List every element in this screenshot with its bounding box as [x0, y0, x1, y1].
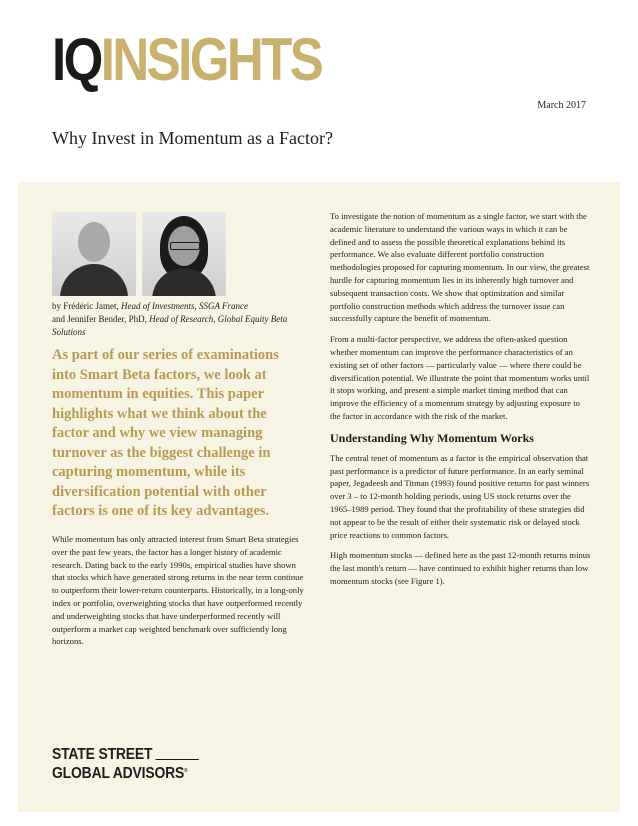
- right-paragraph-1: To investigate the notion of momentum as a single factor, we start with the academic literature to understand the various ways in which it can be defined and to assess the possible theoretical explanations behind its performance. We also evaluate different portfolio construction methodologies proposed for capturing momentum. In our view, the greatest hurdle for capturing momentum lies in its inherently high turnover and subsequent transaction costs. We show that optimization and similar portfolio construction methods which address the turnover issue can successfully capture the benefit of momentum.: [330, 211, 590, 324]
- right-paragraph-4: High momentum stocks — defined here as the past 12-month returns minus the last month's return — have continued to exhibit higher returns than low momentum stocks (see Figure 1).: [330, 550, 591, 586]
- byline-prefix-2: and Jennifer Bender, PhD,: [52, 314, 150, 324]
- byline-role-2: Head of Research, Global Equity Beta Solutions: [52, 314, 288, 337]
- logo-line-2: GLOBAL ADVISORS: [52, 765, 185, 783]
- registered-mark: ®: [184, 768, 188, 774]
- author-photo-bender: [142, 212, 226, 296]
- masthead-insights: INSIGHTS: [100, 26, 322, 93]
- author-photo-jamet: [52, 212, 136, 296]
- page-title: Why Invest in Momentum as a Factor?: [52, 128, 333, 148]
- right-column: [330, 210, 592, 596]
- section-heading: Understanding Why Momentum Works: [330, 430, 534, 445]
- logo-rule: [155, 759, 198, 760]
- logo-line-1: STATE STREET: [52, 746, 153, 763]
- state-street-logo: [52, 746, 198, 782]
- byline-prefix-1: by Frédéric Jamet,: [52, 301, 121, 311]
- left-body-paragraph: While momentum has only attracted interest from Smart Beta strategies over the past few years, the factor has a longer history of academic research. Dating back to the early 1990s, empirical studies have shown that stocks which have generated strong returns in the near term continue to outperform their lower-return counterparts. Historically, in a long-only index or portfolio, overweighting stocks that have outperformed recently and underweighting stocks that have underperformed recently will outperform a market cap weighted benchmark over sufficiently long horizons.: [52, 534, 304, 647]
- publication-date: March 2017: [537, 100, 586, 111]
- right-paragraph-2: From a multi-factor perspective, we address the often-asked question whether momentum can improve the performance characteristics of an existing set of other factors — particularly value — where there could be diversification potential. We illustrate the point that momentum works until it stops working, and present a simple market timing method that can improve the efficiency of a momentum strategy by adjusting exposure to the factor in accordance with the risk of the market.: [330, 334, 590, 421]
- byline-role-1: Head of Investments, SSGA France: [120, 301, 249, 311]
- masthead-iq: IQ: [52, 26, 101, 93]
- masthead-logo: [52, 26, 322, 93]
- right-paragraph-3: The central tenet of momentum as a factor is the empirical observation that past performance is a predictor of future performance. In an early seminal paper, Jegadeesh and Titman (1993) found positive returns for past winners over 3 – to 12-month holding periods, using US stock returns over the 1965–1989 period. They found that the profitability of these strategies did not appear to be the result of either their systematic risk or delayed stock price reactions to common factors.: [330, 452, 590, 540]
- author-byline: [52, 300, 302, 339]
- pull-quote: As part of our series of examinations into Smart Beta factors, we look at momentum in equities. This paper highlights what we think about the factor and why we view managing turnover as the biggest challenge in capturing momentum, while its diversification potential with other factors is one of its key advantages.: [52, 347, 279, 519]
